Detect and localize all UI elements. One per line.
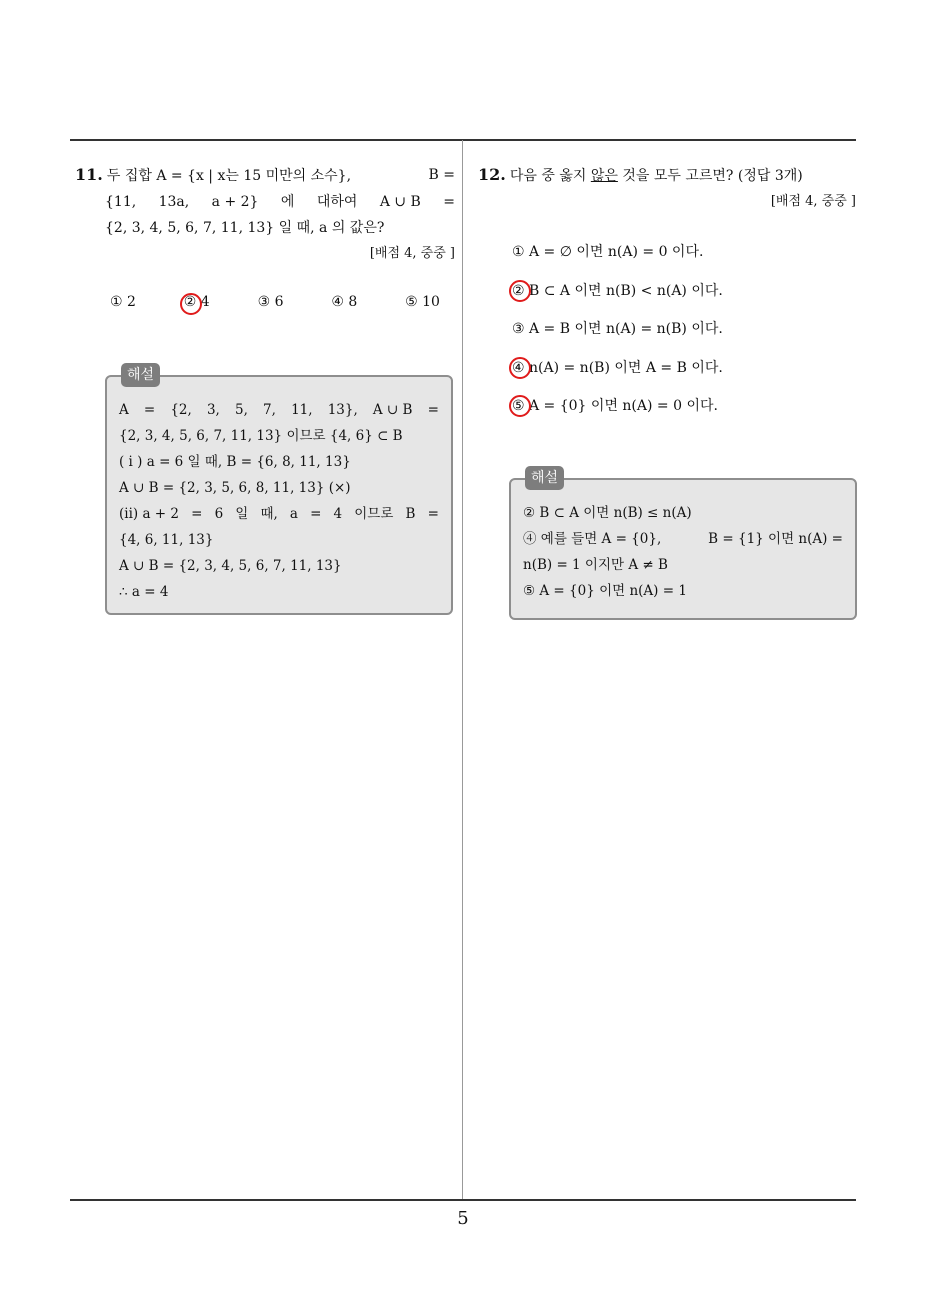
sol11-text: 5, xyxy=(235,402,248,418)
answer-circle-mark xyxy=(509,280,531,302)
sol11-text: A ∪ B xyxy=(372,402,413,418)
page-number: 5 xyxy=(457,1208,469,1229)
sol12-line-4: ⑤ A = {0} 이면 n(A) = 1 xyxy=(523,583,687,599)
sol11-line-8: ∴ a = 4 xyxy=(119,584,169,600)
q11-line-3: {2, 3, 4, 5, 6, 7, 11, 13} 일 때, a 의 값은? xyxy=(105,220,385,236)
q12-choice-2[interactable] xyxy=(512,279,852,318)
answer-circle-mark xyxy=(509,395,531,417)
q12-choice-1-label: ① A = ∅ 이면 n(A) = 0 이다. xyxy=(512,244,704,260)
q11-line-2 xyxy=(75,189,455,215)
sol12-line-2 xyxy=(523,526,843,552)
q12-line-1 xyxy=(478,162,856,189)
sol11-text: A xyxy=(119,402,129,418)
question-11 xyxy=(75,162,455,267)
q11-choice-3[interactable]: ③ 6 xyxy=(257,294,284,310)
q11-choice-5[interactable]: ⑤ 10 xyxy=(405,294,440,310)
q12-choice-3-label: ③ A = B 이면 n(A) = n(B) 이다. xyxy=(512,321,723,337)
q12-text: 다음 중 옳지 xyxy=(509,168,591,184)
question-12 xyxy=(478,162,856,215)
sol11-text: 6 xyxy=(214,506,224,522)
q11-text: a + 2} xyxy=(211,194,259,210)
q11-text: A ∪ B xyxy=(379,194,421,210)
q12-choice-3[interactable] xyxy=(512,317,852,356)
q12-choice-1[interactable] xyxy=(512,240,852,279)
q11-choices xyxy=(110,294,440,310)
solution-box-12 xyxy=(509,470,857,620)
sol11-text: = xyxy=(143,402,156,418)
sol11-text: {2, xyxy=(170,402,192,418)
sol11-text: 4 xyxy=(333,506,343,522)
q11-line-1 xyxy=(75,162,455,189)
sol12-line-1: ② B ⊂ A 이면 n(B) ≤ n(A) xyxy=(523,505,692,521)
top-rule xyxy=(70,139,856,141)
sol11-text: 때, xyxy=(260,506,278,522)
q12-choices xyxy=(512,240,852,433)
sol11-text: = xyxy=(310,506,322,522)
sol11-text: 3, xyxy=(206,402,220,418)
solution-tag: 해설 xyxy=(121,363,160,387)
q12-choice-4-label: ④ n(A) = n(B) 이면 A = B 이다. xyxy=(512,359,723,376)
sol11-line-6: {4, 6, 11, 13} xyxy=(119,532,214,548)
q11-text: B = xyxy=(428,167,455,183)
q11-meta: [배점 4, 중중 ] xyxy=(369,246,455,261)
answer-circle-mark xyxy=(180,293,202,315)
q12-choice-4[interactable] xyxy=(512,356,852,395)
sol11-text: 7, xyxy=(263,402,276,418)
sol11-text: 일 xyxy=(235,506,249,522)
sol11-text: a xyxy=(289,506,298,522)
q11-choice-2-label: ② 4 xyxy=(183,294,210,310)
sol11-line-3: ( i ) a = 6 일 때, B = {6, 8, 11, 13} xyxy=(119,454,351,470)
q12-choice-5[interactable] xyxy=(512,394,852,433)
sol11-text: = xyxy=(427,506,439,522)
q12-underlined-word: 않은 xyxy=(590,168,618,184)
sol11-text: 13}, xyxy=(327,402,358,418)
question-number: 12. xyxy=(478,165,506,184)
column-divider xyxy=(462,140,463,1200)
sol11-text: (ii) a + 2 xyxy=(119,506,179,522)
sol12-text: B = {1} 이면 n(A) = xyxy=(708,531,843,547)
sol12-text: ④ 예를 들면 A = {0}, xyxy=(523,531,662,547)
sol11-text: 11, xyxy=(291,402,313,418)
q11-text: = xyxy=(443,194,455,210)
q11-text: 에 xyxy=(280,194,295,210)
sol11-text: = xyxy=(191,506,203,522)
solution-box-11 xyxy=(105,367,453,615)
sol11-line-4: A ∪ B = {2, 3, 5, 6, 8, 11, 13} (×) xyxy=(119,480,351,496)
sol11-line-7: A ∪ B = {2, 3, 4, 5, 6, 7, 11, 13} xyxy=(119,558,342,574)
answer-circle-mark xyxy=(509,357,531,379)
sol11-text: = xyxy=(427,402,439,418)
sol11-text: B xyxy=(405,506,416,522)
sol11-line-1 xyxy=(119,397,439,423)
q12-meta: [배점 4, 중중 ] xyxy=(770,194,856,209)
sol11-line-5 xyxy=(119,501,439,527)
q11-choice-4[interactable]: ④ 8 xyxy=(331,294,358,310)
solution-tag: 해설 xyxy=(525,466,564,490)
q11-choice-2[interactable] xyxy=(184,294,210,310)
q12-choice-5-label: ⑤ A = {0} 이면 n(A) = 0 이다. xyxy=(512,398,718,414)
q11-text: 두 집합 A = {x | x는 15 미만의 소수}, xyxy=(106,168,352,184)
q12-choice-2-label: ② B ⊂ A 이면 n(B) < n(A) 이다. xyxy=(512,282,723,299)
bottom-rule xyxy=(70,1199,856,1201)
sol12-line-3: n(B) = 1 이지만 A ≠ B xyxy=(523,557,668,573)
q11-choice-1[interactable]: ① 2 xyxy=(110,294,136,310)
q11-text: {11, xyxy=(105,194,137,210)
q11-text: 대하여 xyxy=(316,194,358,210)
question-number: 11. xyxy=(75,165,103,184)
q12-text: 것을 모두 고르면? (정답 3개) xyxy=(617,168,803,184)
sol11-line-2: {2, 3, 4, 5, 6, 7, 11, 13} 이므로 {4, 6} ⊂ B xyxy=(119,428,403,444)
sol11-text: 이므로 xyxy=(354,506,394,522)
q11-text: 13a, xyxy=(158,194,190,210)
